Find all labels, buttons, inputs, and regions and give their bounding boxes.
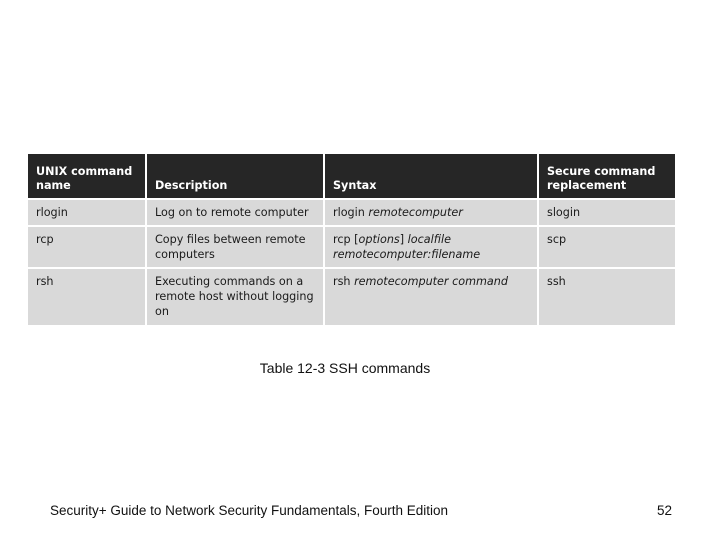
table-caption: Table 12-3 SSH commands <box>259 360 431 376</box>
syntax-argument: localfile remotecomputer:filename <box>333 233 481 261</box>
syntax-argument: remotecomputer <box>368 206 463 219</box>
cell-description: Executing commands on a remote host without logging on <box>146 268 324 325</box>
header-unix-command-name: UNIX command name <box>28 154 146 199</box>
cell-description: Copy files between remote computers <box>146 226 324 268</box>
ssh-commands-table <box>28 154 675 325</box>
cell-syntax <box>324 268 538 325</box>
cell-unix-command: rsh <box>28 268 146 325</box>
syntax-text: rsh <box>333 275 355 288</box>
table-header-row <box>28 154 675 199</box>
table-row <box>28 199 675 226</box>
cell-syntax <box>324 226 538 268</box>
syntax-text: rlogin <box>333 206 369 219</box>
table-row <box>28 268 675 325</box>
cell-description: Log on to remote computer <box>146 199 324 226</box>
syntax-argument: options <box>358 233 400 246</box>
syntax-argument: remotecomputer command <box>354 275 508 288</box>
syntax-text: ] <box>399 233 408 246</box>
footer-book-title: Security+ Guide to Network Security Fundamentals, Fourth Edition <box>50 503 449 518</box>
header-secure-command-replacement: Secure command replacement <box>538 154 675 199</box>
cell-unix-command: rlogin <box>28 199 146 226</box>
cell-secure-replacement: ssh <box>538 268 675 325</box>
cell-syntax <box>324 199 538 226</box>
header-syntax: Syntax <box>324 154 538 199</box>
cell-unix-command: rcp <box>28 226 146 268</box>
cell-secure-replacement: scp <box>538 226 675 268</box>
header-description: Description <box>146 154 324 199</box>
syntax-text: rcp [ <box>333 233 359 246</box>
footer-page-number: 52 <box>656 503 672 518</box>
table-row <box>28 226 675 268</box>
cell-secure-replacement: slogin <box>538 199 675 226</box>
